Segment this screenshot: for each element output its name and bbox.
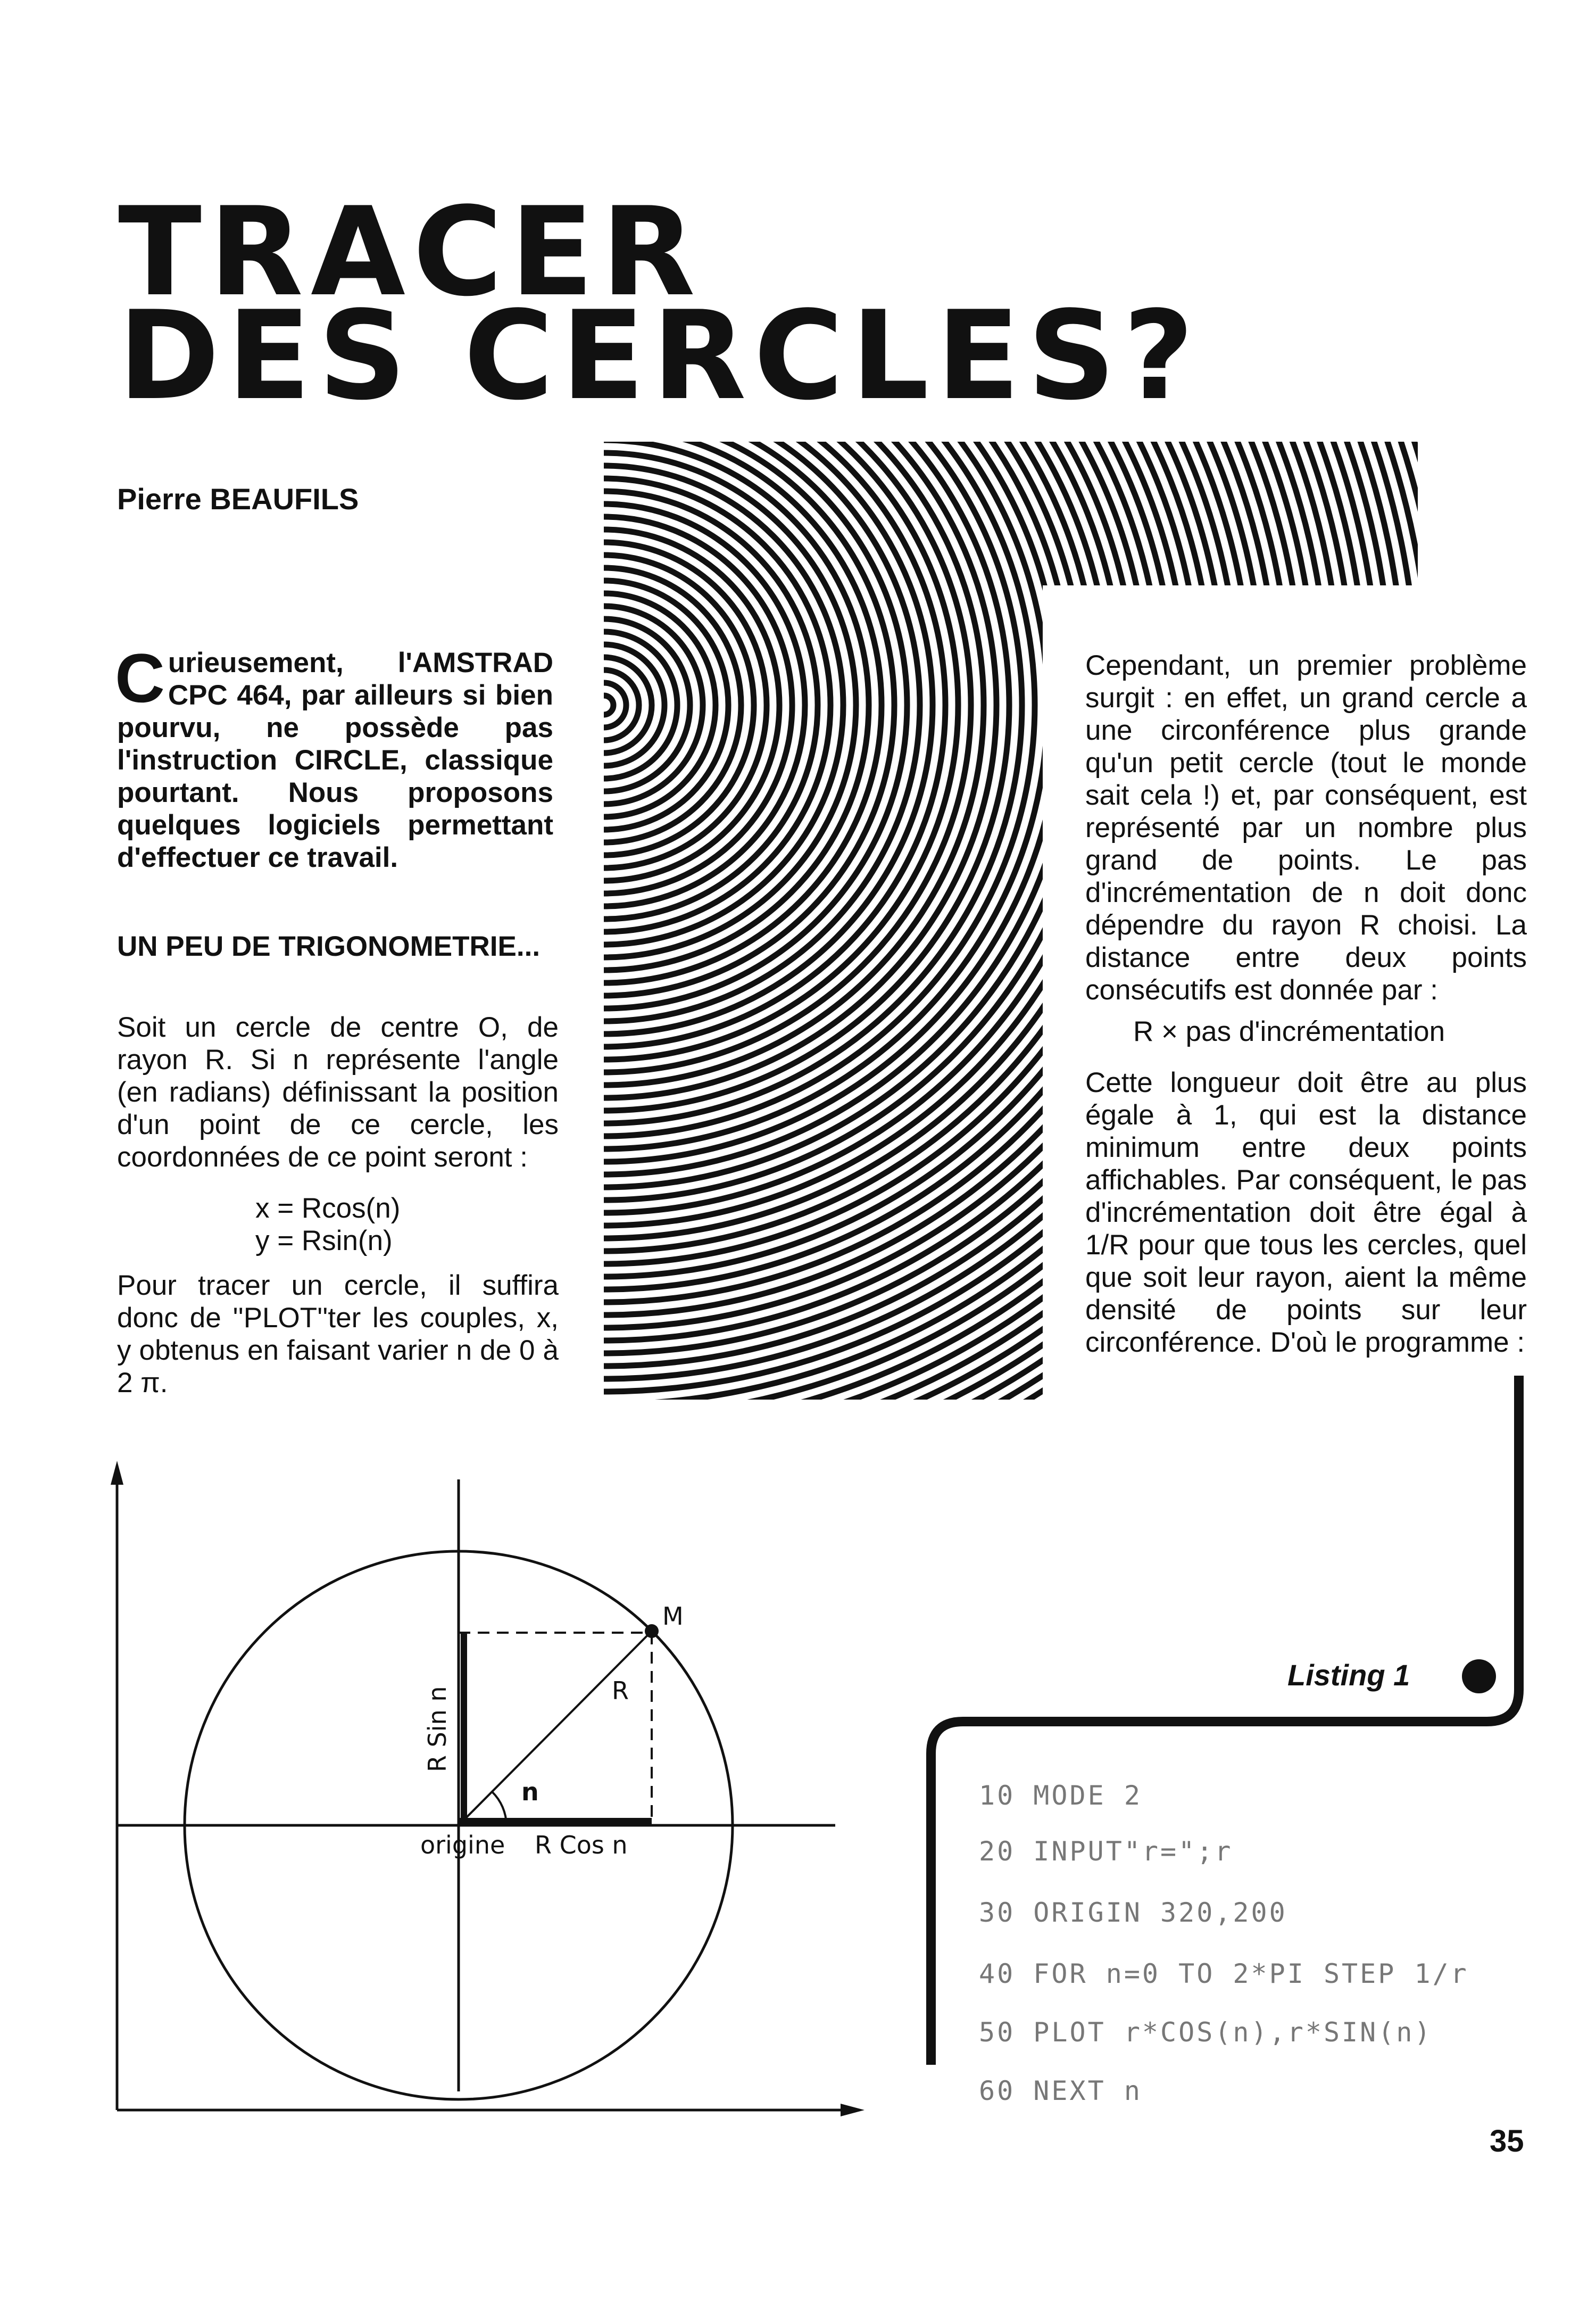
formula-x: x = Rcos(n) [255, 1193, 401, 1224]
listing-label: Listing 1 [1287, 1658, 1410, 1692]
title-line-1: TRACER [118, 181, 703, 324]
angle-label: n [521, 1777, 539, 1806]
right-formula: R × pas d'incrémentation [1133, 1016, 1445, 1047]
formula-y: y = Rsin(n) [255, 1225, 393, 1256]
code-line: 60 NEXT n [979, 2075, 1142, 2106]
author: Pierre BEAUFILS [117, 482, 359, 516]
radius-label: R [612, 1676, 629, 1705]
paragraph-1: Soit un cercle de centre O, de rayon R. Si n représente l'angle (en radians) définissant la position d'un point de ce cercle, les coordonnées de ce point seront : [117, 1012, 559, 1173]
section-heading: UN PEU DE TRIGONOMETRIE... [117, 931, 541, 962]
origin-label: origine [420, 1831, 505, 1859]
code-line: 50 PLOT r*COS(n),r*SIN(n) [979, 2017, 1433, 2048]
intro-text: urieusement, l'AMSTRAD CPC 464, par ailleurs si bien pourvu, ne possède pas l'instruction CIRCLE, classique pourtant. Nous proposons quelques logiciels permettant d'effectuer ce travail. [117, 647, 553, 873]
right-paragraph-1: Cependant, un premier problème surgit : en effet, un grand cercle a une circonférence plus grande qu'un petit cercle (tout le monde sait cela !) et, par conséquent, est représenté par un nombre plus grand de points. Le pas d'incrémentation de n doit donc dépendre du rayon R choisi. La distance entre deux points consécutifs est donnée par : [1085, 650, 1527, 1006]
title-line-2: DES CERCLES? [118, 285, 1202, 427]
code-line: 30 ORIGIN 320,200 [979, 1897, 1287, 1928]
code-line: 20 INPUT"r=";r [979, 1836, 1233, 1867]
cos-label: R Cos n [535, 1831, 628, 1859]
sin-label: R Sin n [423, 1686, 452, 1772]
paragraph-2: Pour tracer un cercle, il suffira donc de ''PLOT''ter les couples, x, y obtenus en faisant varier n de 0 à 2 π. [117, 1270, 559, 1399]
code-line: 40 FOR n=0 TO 2*PI STEP 1/r [979, 1958, 1469, 1989]
right-paragraph-2: Cette longueur doit être au plus égale à 1, qui est la distance minimum entre deux points affichables. Par conséquent, le pas d'incrémentation doit être égal à 1/R pour que tous les cercles, quel que soit leur rayon, aient la même densité de points sur leur circonférence. D'où le programme : [1085, 1067, 1527, 1358]
drop-cap: C [115, 639, 165, 717]
point-m-label: M [662, 1602, 684, 1631]
code-line: 10 MODE 2 [979, 1780, 1142, 1811]
page-number: 35 [1490, 2124, 1524, 2158]
listing-bullet [1462, 1659, 1496, 1693]
